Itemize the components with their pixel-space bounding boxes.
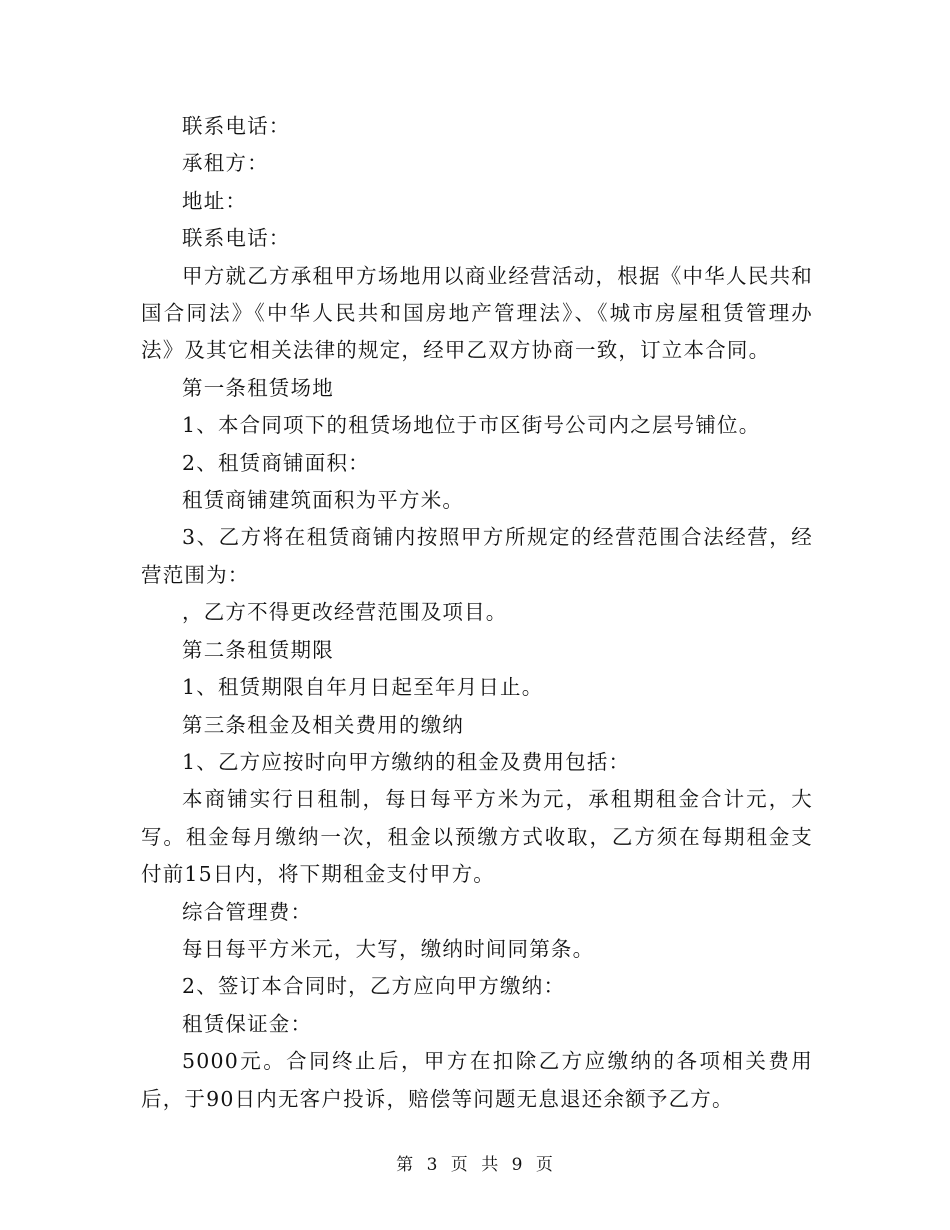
paragraph: 联系电话： (182, 226, 291, 251)
paragraph: 甲方就乙方承租甲方场地用以商业经营活动，根据《中华人民共和国合同法》《中华人民共和国房地产管理法》、《城市房屋租赁管理办法》及其它相关法律的规定，经甲乙双方协商一致，订立本合同。 (141, 263, 813, 363)
page-footer (0, 1153, 950, 1177)
paragraph: 本商铺实行日租制，每日每平方米为元，承租期租金合计元，大写。租金每月缴纳一次，租金以预缴方式收取，乙方须在每期租金支付前15日内，将下期租金支付甲方。 (141, 787, 813, 887)
paragraph: 1、乙方应按时向甲方缴纳的租金及费用包括： (182, 749, 631, 774)
section-heading: 第一条租赁场地 (182, 375, 334, 400)
paragraph: 3、乙方将在租赁商铺内按照甲方所规定的经营范围合法经营，经营范围为： (141, 525, 813, 587)
paragraph: 2、签订本合同时，乙方应向甲方缴纳： (182, 974, 566, 999)
paragraph: 地址： (182, 188, 248, 213)
paragraph: 1、本合同项下的租赁场地位于市区街号公司内之层号铺位。 (182, 413, 761, 438)
paragraph: 综合管理费： (182, 899, 313, 924)
paragraph: 每日每平方米元，大写，缴纳时间同第条。 (182, 936, 595, 961)
page-number: 第 3 页 共 9 页 (396, 1155, 554, 1175)
paragraph: 承租方： (182, 151, 269, 176)
section-heading: 第三条租金及相关费用的缴纳 (182, 712, 465, 737)
section-heading: 第二条租赁期限 (182, 637, 334, 662)
paragraph: 1、租赁期限自年月日起至年月日止。 (182, 675, 544, 700)
paragraph: 租赁商铺建筑面积为平方米。 (182, 488, 465, 513)
paragraph: 5000元。合同终止后，甲方在扣除乙方应缴纳的各项相关费用后，于90日内无客户投诉，赔偿等问题无息退还余额予乙方。 (141, 1049, 813, 1111)
paragraph: 租赁保证金： (182, 1011, 313, 1036)
paragraph: 2、租赁商铺面积： (182, 450, 370, 475)
paragraph: 联系电话： (182, 114, 291, 138)
document-body (141, 108, 813, 1118)
paragraph: ，乙方不得更改经营范围及项目。 (182, 600, 508, 625)
